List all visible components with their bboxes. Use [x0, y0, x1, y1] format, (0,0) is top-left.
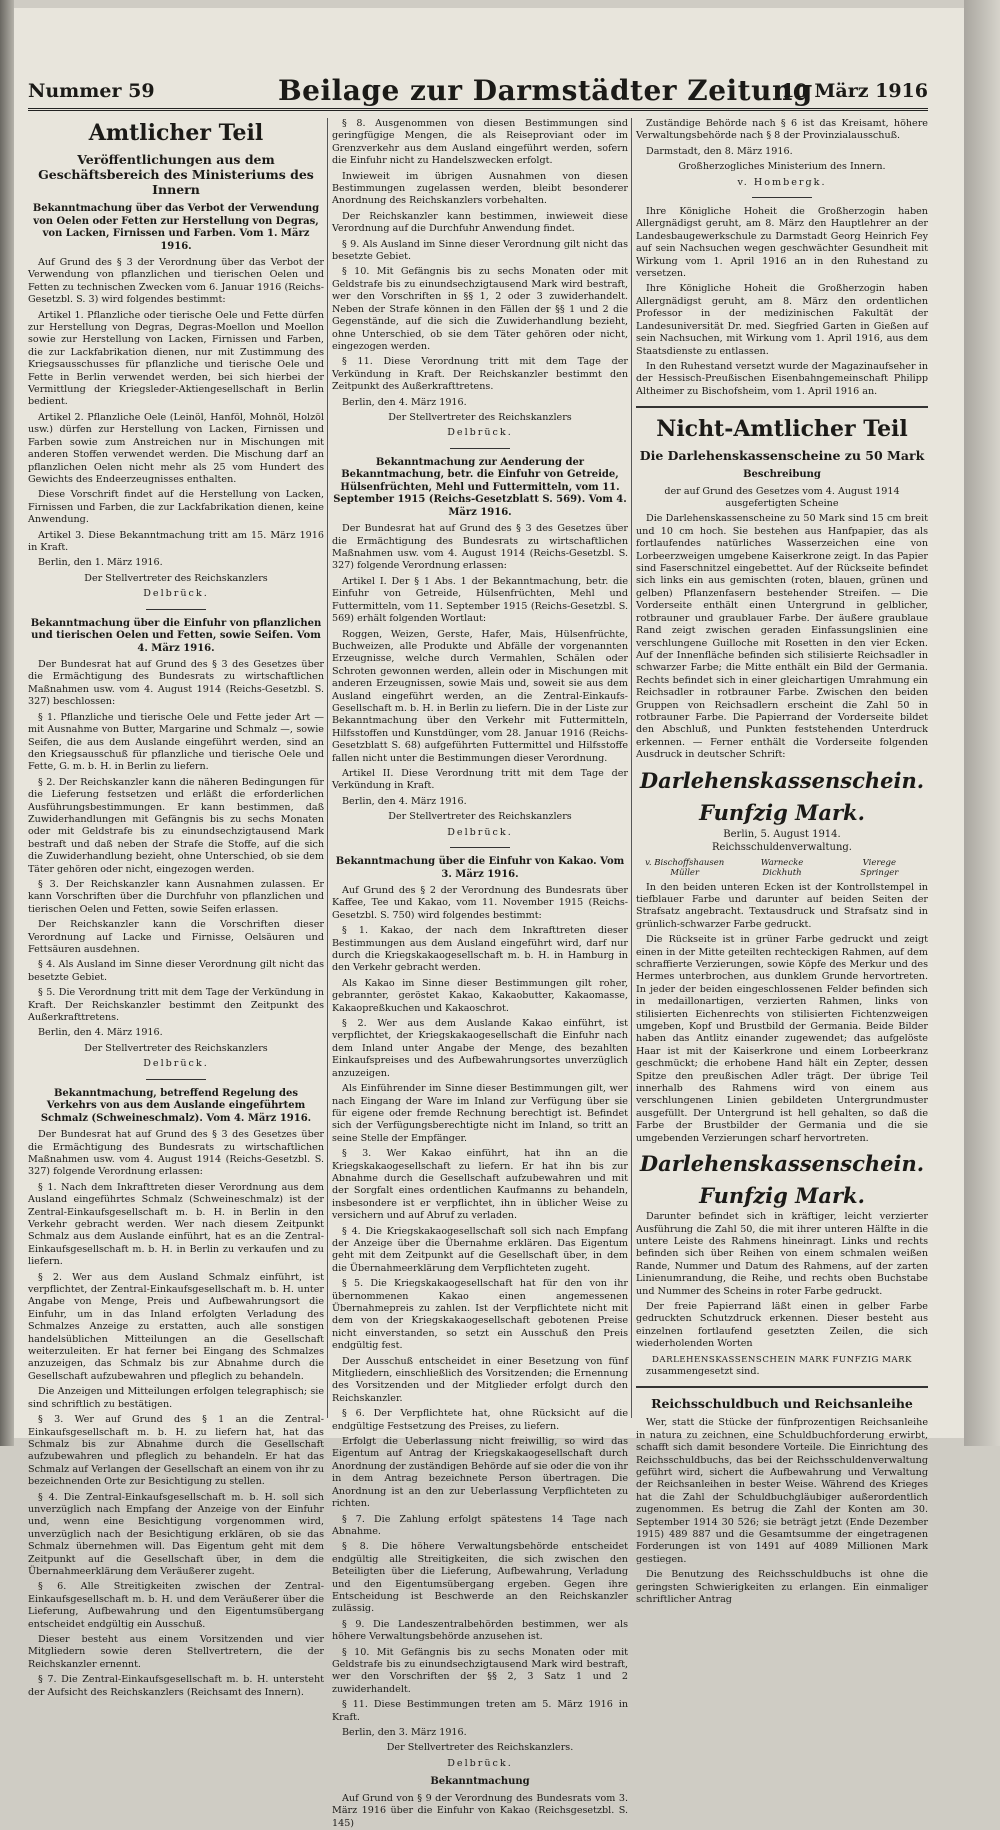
issue-date: 10 März 1916 — [781, 80, 928, 102]
signatory-role: Der Stellvertreter des Reichskanzlers — [84, 572, 268, 584]
article-title: Bekanntmachung über die Einfuhr von pflanzlichen und tierischen Oelen und Fetten, sowie Seifen. Vom 4. März 1916. — [30, 617, 322, 654]
divider — [450, 847, 510, 848]
issue-number: Nummer 59 — [28, 80, 155, 102]
dateline: Berlin, den 4. März 1916. — [342, 396, 467, 408]
paragraph: Der Reichskanzler kann bestimmen, inwieweit diese Verordnung auf die Durchfuhr Anwendung findet. — [332, 210, 628, 235]
paragraph: Der Ausschuß entscheidet in einer Besetzung von fünf Mitgliedern, einschließlich des Vorsitzenden; die Ernennung des Vorsitzenden und der Mitglieder erfolgt durch den Reichskanzler. — [332, 1355, 628, 1404]
paragraph: zusammengesetzt sind. — [646, 1365, 760, 1377]
column-right — [636, 118, 928, 1606]
paragraph: Der Reichskanzler kann die Vorschriften dieser Verordnung auf Lacke und Firnisse, Oelsäuren und Fettsäuren ausdehnen. — [28, 919, 324, 955]
paragraph: Diese Vorschrift findet auf die Herstellung von Lacken, Firnissen und Farben, die zur Lackfabrikation dienen, keine Anwendung. — [28, 489, 324, 526]
paragraph: Auf Grund des § 2 der Verordnung des Bundesrats über Kaffee, Tee und Kakao, vom 11. November 1915 (Reichs-Gesetzbl. S. 750) wird folgendes bestimmt: — [332, 885, 628, 921]
article-title: Bekanntmachung zur Aenderung der Bekanntmachung, betr. die Einfuhr von Getreide, Hülsenfrüchten, Mehl und Futtermitteln, vom 11. September 1915 (Reichs-Gesetzblatt S. 569). Vom 4. März 1916. — [333, 456, 627, 518]
banknote-signatures — [636, 858, 928, 878]
paragraph: § 9. Die Landeszentralbehörden bestimmen, wer als höhere Verwaltungsbehörde anzusehen ist. — [332, 1618, 628, 1643]
signature: Delbrück. — [143, 588, 209, 600]
security-print-text: DARLEHENSKASSENSCHEIN MARK FUNFZIG MARK — [652, 1354, 912, 1365]
paragraph: § 4. Die Zentral-Einkaufsgesellschaft m. b. H. soll sich unverzüglich nach Empfang der Anzeige von der Einfuhr und, wenn eine Besichtigung vorgenommen wird, unverzüglich nach der Besichtigung erklären, ob sie das Schmalz übernehmen will. Das Eigentum geht mit dem Zeitpunkt auf die Gesellschaft über, in dem die Übernahmeerklärung dem Veräußerer zugeht. — [28, 1491, 324, 1577]
section-title: Amtlicher Teil — [88, 120, 264, 146]
paragraph: Die Benutzung des Reichsschuldbuchs ist ohne die geringsten Schwierigkeiten zu erlangen. Ein einmaliger schriftlicher Antrag — [636, 1569, 928, 1606]
article-title: Bekanntmachung, betreffend Regelung des Verkehrs von aus dem Auslande eingeführtem Schmalz (Schweineschmalz). Vom 4. März 1916. — [40, 1087, 312, 1124]
section-title: Nicht-Amtlicher Teil — [656, 416, 908, 443]
signature: Delbrück. — [447, 1757, 513, 1769]
paragraph: § 1. Kakao, der nach dem Inkrafttreten dieser Bestimmungen aus dem Ausland eingeführt wird, darf nur durch die Kriegskakaogesellschaft m. b. H. in Hamburg in den Verkehr gebracht werden. — [332, 925, 628, 974]
paragraph: Auf Grund des § 3 der Verordnung über das Verbot der Verwendung von pflanzlichen und tierischen Oelen und Fetten zu technischen Zwecken vom 6. Januar 1916 (Reichs-Gesetzbl. S. 3) wird folgendes bestimmt: — [28, 257, 324, 306]
article-title: Beschreibung — [743, 469, 821, 481]
section-rule — [636, 406, 928, 408]
signature: v. Hombergk. — [737, 176, 827, 188]
banknote-heading: Darlehenskassenschein. — [639, 767, 925, 793]
paragraph: Artikel 1. Pflanzliche oder tierische Oele und Fette dürfen zur Herstellung von Degras, Degras-Moellon und Moellon sowie zur Herstellung von Lacken, Firnissen und Farben, die zur Lackfabrikation dienen, nur mit Zustimmung des Kriegsausschusses für pflanzliche und tierische Oele und Fette in Berlin verwendet werden, bei sich hierbei der Vermittlung der Kriegsleder-Aktiengesellschaft in Berlin bedient. — [28, 309, 324, 408]
signatory-role: Der Stellvertreter des Reichskanzlers. — [386, 1742, 574, 1754]
signature-name: Springer — [860, 867, 899, 878]
paragraph: Artikel II. Diese Verordnung tritt mit dem Tage der Verkündung in Kraft. — [332, 767, 628, 792]
binding-edge — [0, 0, 14, 1446]
paragraph: Wer, statt die Stücke der fünfprozentigen Reichsanleihe in natura zu zeichnen, eine Schuldbuchforderung erwirbt, schafft sich damit besondere Vorteile. Die Einrichtung des Reichsschuldbuchs, das bei der Reichsschuldenverwaltung geführt wird, sichert die Aufbewahrung und Verwaltung der Reichsanleihen in bester Weise. Während des Krieges hat die Zahl der Schuldbuchgläubiger außerordentlich zugenommen. Es betrug die Zahl der Konten am 30. September 1914 30 526; sie beträgt jetzt (Ende Dezember 1915) 489 887 und die Gesamtsumme der eingetragenen Forderungen ist von 1491 auf 4089 Millionen Mark gestiegen. — [636, 1417, 928, 1565]
banknote-value: Funfzig Mark. — [699, 1183, 865, 1209]
paragraph: § 8. Die höhere Verwaltungsbehörde entscheidet endgültig alle Streitigkeiten, die sich zwischen den Beteiligten über die Lieferung, Aufbewahrung, Verladung und den Eigentumsübergang ergeben. Gegen ihre Entscheidung ist Beschwerde an den Reichskanzler zulässig. — [332, 1541, 628, 1615]
signature-name: Warnecke — [760, 857, 804, 868]
paragraph: § 2. Wer aus dem Auslande Kakao einführt, ist verpflichtet, der Kriegskakaogesellschaft die Einfuhr nach dem Inland unter Angabe der Menge, des bezahlten Einkaufspreises und des Aufbewahrungsortes unverzüglich anzuzeigen. — [332, 1018, 628, 1079]
article-title: Bekanntmachung über das Verbot der Verwendung von Oelen oder Fetten zur Herstellung von Degras, von Lacken, Firnissen und Farben. Vom 1. März 1916. — [32, 203, 320, 252]
paragraph: § 11. Diese Verordnung tritt mit dem Tage der Verkündung in Kraft. Der Reichskanzler bestimmt den Zeitpunkt des Außerkrafttretens. — [332, 356, 628, 393]
masthead — [28, 74, 928, 111]
paragraph: § 2. Der Reichskanzler kann die näheren Bedingungen für die Lieferung festsetzen und erläßt die erforderlichen Ausführungsbestimmungen. Er kann bestimmen, daß Zuwiderhandlungen mit Gefängnis bis zu sechs Monaten oder mit Geldstrafe bis zu einundsechzigtausend Mark bestraft und daß neben der Strafe die Stoffe, auf die sich die Zuwiderhandlung bezieht, ohne Unterschied, ob sie dem Täter gehören oder nicht, eingezogen werden. — [28, 776, 324, 875]
paragraph: § 10. Mit Gefängnis bis zu sechs Monaten oder mit Geldstrafe bis zu einundsechzigtausend Mark wird bestraft, wer den Vorschriften der §§ 2, 3 Satz 1 und 2 zuwiderhandelt. — [332, 1646, 628, 1695]
signature: Delbrück. — [447, 826, 513, 838]
paragraph: Als Einführender im Sinne dieser Bestimmungen gilt, wer nach Eingang der Ware im Inland zur Verfügung über sie für eigene oder fremde Rechnung berechtigt ist. Befindet sich der Verfügungsberechtigte nicht im Inland, so tritt an seine Stelle der Empfänger. — [332, 1083, 628, 1144]
paragraph: Inwieweit im übrigen Ausnahmen von diesen Bestimmungen zugelassen werden, bleibt besonderer Anordnung des Reichskanzlers vorbehalten. — [332, 170, 628, 207]
paragraph: § 3. Der Reichskanzler kann Ausnahmen zulassen. Er kann Vorschriften über die Durchfuhr von pflanzlichen und tierischen Oelen und Fetten, sowie Seifen erlassen. — [28, 878, 324, 915]
signature-name: Müller — [670, 867, 700, 878]
paragraph: § 11. Diese Bestimmungen treten am 5. März 1916 in Kraft. — [332, 1699, 628, 1723]
paragraph: § 7. Die Zentral-Einkaufsgesellschaft m. b. H. untersteht der Aufsicht des Reichskanzlers (Reichsamt des Innern). — [28, 1674, 324, 1698]
article-title: Bekanntmachung — [430, 1776, 530, 1788]
paragraph: Die Darlehenskassenscheine zu 50 Mark sind 15 cm breit und 10 cm hoch. Sie bestehen aus Hanfpapier, das als fortlaufendes natürliches Wasserzeichen eine von Lorbeerzweigen umgebene Kaiserkrone zeigt. In das Papier sind Faserschnitzel eingebettet. Auf der Rückseite befindet sich links ein aus gemischten (roten, blauen, grünen und gelben) Pflanzenfasern bestehender Streifen. — Die Vorderseite enthält einen Untergrund in gelblicher, rotbrauner und graublauer Farbe. Der äußere graublaue Rand zeigt zwischen geraden Einfassungslinien eine verschlungene Guilloche mit Rosetten in den vier Ecken. Auf der Innenfläche befinden sich stilisierte Reichsadler in schwarzer Farbe; die Mitte enthält ein Bild der Germania. Rechts befindet sich in einer gleichartigen Umrahmung ein Reichsadler in rotbrauner Farbe. Zwischen den beiden Gruppen von Reichsadlern erscheint die Zahl 50 in rotbrauner Farbe. Die Papierrand der Vorderseite bildet den Abschluß, und Punkten feststehenden Unterdruck erkennen. — Ferner enthält die Vorderseite folgenden Ausdruck in deutscher Schrift: — [636, 513, 928, 761]
paragraph: Zuständige Behörde nach § 6 ist das Kreisamt, höhere Verwaltungsbehörde nach § 8 der Provinzialausschuß. — [636, 118, 928, 142]
paragraph: Der freie Papierrand läßt einen in gelber Farbe gedruckten Schutzdruck erkennen. Dieser besteht aus einzelnen fortlaufend gesetzten Zeilen, die sich wiederholenden Worten — [636, 1300, 928, 1350]
banknote-authority: Reichsschuldenverwaltung. — [712, 841, 852, 853]
paragraph: § 4. Die Kriegskakaogesellschaft soll sich nach Empfang der Anzeige über die Übernahme erklären. Das Eigentum geht mit dem Zeitpunkt auf die Gesellschaft über, in dem die Übernahmeerklärung dem Verpflichteten zugeht. — [332, 1225, 628, 1274]
divider — [752, 197, 812, 198]
signature-name: v. Bischoffshausen — [645, 857, 725, 868]
signature-name: Vierege — [862, 857, 896, 868]
paragraph: § 6. Der Verpflichtete hat, ohne Rücksicht auf die endgültige Festsetzung des Preises, zu liefern. — [332, 1408, 628, 1432]
signature-name: Dickhuth — [762, 867, 802, 878]
paragraph: § 5. Die Kriegskakaogesellschaft hat für den von ihr übernommenen Kakao einen angemessenen Übernahmepreis zu zahlen. Ist der Verpflichtete nicht mit dem von der Kriegskakaogesellschaft gebotenen Preise nicht einverstanden, so setzt ein Ausschuß den Preis endgültig fest. — [332, 1278, 628, 1352]
paragraph: § 10. Mit Gefängnis bis zu sechs Monaten oder mit Geldstrafe bis zu einundsechzigtausend Mark wird bestraft, wer den Vorschriften in §§ 1, 2 oder 3 zuwiderhandelt. Neben der Strafe können in den Fällen der §§ 1 und 2 die Gegenstände, auf die sich die Zuwiderhandlung bezieht, ohne Unterschied, ob sie dem Täter gehören oder nicht, eingezogen werden. — [332, 266, 628, 352]
paragraph: § 9. Als Ausland im Sinne dieser Verordnung gilt nicht das besetzte Gebiet. — [332, 238, 628, 263]
article-subtitle: der auf Grund des Gesetzes vom 4. August 1914 ausgefertigten Scheine — [664, 485, 900, 510]
signatory-role: Der Stellvertreter des Reichskanzlers — [388, 811, 572, 823]
paragraph: Der Bundesrat hat auf Grund des § 3 des Gesetzes über die Ermächtigung des Bundesrats zu wirtschaftlichen Maßnahmen usw. vom 4. August 1914 (Reichs-Gesetzbl. S. 327) folgende Verordnung erlassen: — [28, 1129, 324, 1178]
paragraph: Artikel I. Der § 1 Abs. 1 der Bekanntmachung, betr. die Einfuhr von Getreide, Hülsenfrüchten, Mehl und Futtermitteln, vom 11. September 1915 (Reichs-Gesetzbl. S. 569) erhält folgenden Wortlaut: — [332, 575, 628, 625]
banknote-value: Funfzig Mark. — [699, 799, 865, 825]
paragraph: In den beiden unteren Ecken ist der Kontrollstempel in tiefblauer Farbe und darunter auf beiden Seiten der Strafsatz angebracht. Textausdruck und Strafsatz sind in grünlich-schwarzer Farbe gedruckt. — [636, 881, 928, 930]
paragraph: § 1. Pflanzliche und tierische Oele und Fette jeder Art — mit Ausnahme von Butter, Margarine und Schmalz —, sowie Seifen, die aus dem Auslande eingeführt werden, sind an den Kriegsausschuß für pflanzliche und tierische Oele und Fette, G. m. b. H. in Berlin zu liefern. — [28, 711, 324, 773]
paragraph: Der Bundesrat hat auf Grund des § 3 des Gesetzes über die Ermächtigung des Bundesrats zu wirtschaftlichen Maßnahmen usw. vom 4. August 1914 (Reichs-Gesetzbl. S. 327) beschlossen: — [28, 659, 324, 708]
paragraph: Artikel 2. Pflanzliche Oele (Leinöl, Hanföl, Mohnöl, Holzöl usw.) dürfen zur Herstellung von Lacken, Firnissen und Farben sowie zum Anstreichen nur in Mischungen mit anderen Stoffen verwendet werden. Die Mischung darf an pflanzlichen Oelen nicht mehr als 25 vom Hundert des Gewichts des Endeerzeugnisses enthalten. — [28, 411, 324, 485]
divider — [146, 1079, 206, 1080]
signature: Delbrück. — [447, 427, 513, 439]
page-edge — [964, 0, 1000, 1446]
banknote-heading: Darlehenskassenschein. — [639, 1151, 925, 1177]
section-rule — [636, 1386, 928, 1388]
newspaper-title: Beilage zur Darmstädter Zeitung — [278, 74, 813, 107]
column-rule — [327, 118, 328, 1418]
column-rule — [631, 118, 632, 1418]
newspaper-page — [14, 8, 964, 1829]
paragraph: Auf Grund von § 9 der Verordnung des Bundesrats vom 3. März 1916 über die Einfuhr von Kakao (Reichsgesetzbl. S. 145) — [332, 1792, 628, 1829]
paragraph: Roggen, Weizen, Gerste, Hafer, Mais, Hülsenfrüchte, Buchweizen, alle Produkte und Abfälle der vorgenannten Erzeugnisse, welche durch Vermahlen, Schälen oder Schroten gewonnen werden, allein oder in Mischungen mit anderen Erzeugnissen, sowie Mais und, soweit sie aus dem Ausland eingeführt werden, an die Zentral-Einkaufs-Gesellschaft m. b. H. in Berlin zu liefern. Die in der Liste zur Bekanntmachung über den Verkehr mit Futtermitteln, Hilfsstoffen und Kunstdünger, vom 28. Januar 1916 (Reichs-Gesetzblatt S. 68) aufgeführten Futtermittel und Hilfsstoffe fallen nicht unter die Bestimmungen dieser Verordnung. — [332, 628, 628, 764]
paragraph: Die Rückseite ist in grüner Farbe gedruckt und zeigt einen in der Mitte geteilten rechteckigen Rahmen, auf dem schraffierte Verzierungen, sowie Köpfe des Merkur und des Hermes unterbrochen, aus dunklem Grunde hervortreten. In jeder der beiden eingeschlossenen Felder befinden sich in medaillonartigen, verzierten Rahmen, links von stilisierten Eichenrechts von stilisierten Fichtenzweigen umgeben, Kopf und Brustbild der Germania. Beide Bilder haben das Antlitz einander zugewendet; das aufgelöste Haar ist mit der Kaiserkrone und einem Lorbeerkranz geschmückt; die erhobene Hand hält ein Zepter, dessen Spitze den preußischen Adler trägt. Der übrige Teil innerhalb des Rahmens wird von einem aus verschlungenen Linien gebildeten Untergrundmuster ausgefüllt. Der Untergrund ist hell gehalten, so daß die Farbe der Brustbilder der Germania und die sie umgebenden Verzierungen scharf hervortreten. — [636, 934, 928, 1144]
paragraph: § 8. Ausgenommen von diesen Bestimmungen sind geringfügige Mengen, die als Reiseproviant oder im Grenzverkehr aus dem Ausland eingeführt werden, sofern die Einfuhr nicht zu Handelszwecken erfolgt. — [332, 118, 628, 167]
section-subtitle: Die Darlehenskassenscheine zu 50 Mark — [639, 448, 925, 464]
paragraph: In den Ruhestand versetzt wurde der Magazinaufseher in der Hessisch-Preußischen Eisenbahngemeinschaft Philipp Altheimer zu Bischofsheim, vom 1. April 1916 an. — [636, 360, 928, 397]
signature: Delbrück. — [143, 1058, 209, 1070]
paragraph: § 5. Die Verordnung tritt mit dem Tage der Verkündung in Kraft. Der Reichskanzler bestimmt den Zeitpunkt des Außerkrafttretens. — [28, 987, 324, 1024]
dateline: Berlin, den 4. März 1916. — [38, 1027, 163, 1039]
article-title: Reichsschuldbuch und Reichsanleihe — [651, 1396, 913, 1412]
paragraph: § 6. Alle Streitigkeiten zwischen der Zentral-Einkaufsgesellschaft m. b. H. und dem Veräußerer über die Lieferung, Aufbewahrung und den Eigentumsübergang entscheidet endgültig ein Ausschuß. — [28, 1581, 324, 1630]
paragraph: Ihre Königliche Hoheit die Großherzogin haben Allergnädigst geruht, am 8. März den Hauptlehrer an der Landesbaugewerkschule zu Darmstadt Georg Heinrich Fey auf sein Nachsuchen wegen geschwächter Gesundheit mit Wirkung vom 1. April 1916 an in den Ruhestand zu versetzen. — [636, 206, 928, 280]
paragraph: Ihre Königliche Hoheit die Großherzogin haben Allergnädigst geruht, am 8. März den ordentlichen Professor in der medizinischen Fakultät der Landesuniversität Dr. med. Siegfried Garten in Gießen auf sein Nachsuchen, mit Wirkung vom 1. April 1916, aus dem Staatsdienste zu entlassen. — [636, 283, 928, 357]
paragraph: Dieser besteht aus einem Vorsitzenden und vier Mitgliedern sowie deren Stellvertretern, die der Reichskanzler ernennt. — [28, 1634, 324, 1670]
signatory-role: Der Stellvertreter des Reichskanzlers — [84, 1042, 268, 1054]
column-left — [28, 118, 324, 1698]
dateline: Berlin, den 4. März 1916. — [342, 795, 467, 807]
paragraph: Die Anzeigen und Mitteilungen erfolgen telegraphisch; sie sind schriftlich zu bestätigen. — [28, 1386, 324, 1410]
paragraph: Artikel 3. Diese Bekanntmachung tritt am 15. März 1916 in Kraft. — [28, 529, 324, 553]
article-title: Bekanntmachung über die Einfuhr von Kakao. Vom 3. März 1916. — [335, 856, 625, 880]
banknote-dateline: Berlin, 5. August 1914. — [723, 828, 841, 840]
signatory-role: Großherzogliches Ministerium des Innern. — [678, 161, 886, 173]
paragraph: Erfolgt die Ueberlassung nicht freiwillig, so wird das Eigentum auf Antrag der Kriegskakaogesellschaft durch Anordnung der zuständigen Behörde auf sie oder die von ihr in dem Antrag bezeichnete Person übertragen. Die Anordnung ist an den zur Ueberlassung Verpflichteten zu richten. — [332, 1436, 628, 1510]
dateline: Berlin, den 3. März 1916. — [342, 1727, 467, 1738]
section-subtitle: Veröffentlichungen aus dem Geschäftsbereich des Ministeriums des Innern — [38, 152, 314, 197]
paragraph: Der Bundesrat hat auf Grund des § 3 des Gesetzes über die Ermächtigung des Bundesrats zu wirtschaftlichen Maßnahmen usw. vom 4. August 1914 (Reichs-Gesetzbl. S. 327) folgende Verordnung erlassen: — [332, 523, 628, 572]
paragraph: Als Kakao im Sinne dieser Bestimmungen gilt roher, gebrannter, geröstet Kakao, Kakaobutter, Kakaomasse, Kakaopreßkuchen und Kakaoschrot. — [332, 977, 628, 1014]
paragraph: § 7. Die Zahlung erfolgt spätestens 14 Tage nach Abnahme. — [332, 1513, 628, 1537]
divider — [146, 609, 206, 610]
paragraph: § 1. Nach dem Inkrafttreten dieser Verordnung aus dem Ausland eingeführtes Schmalz (Schweineschmalz) ist der Zentral-Einkaufsgesellschaft m. b. H. in Berlin in den Verkehr gebracht werden. Wer nach diesem Zeitpunkt Schmalz aus dem Auslande einführt, hat es an die Zentral-Einkaufsgesellschaft m. b. H. in Berlin zu verkaufen und zu liefern. — [28, 1181, 324, 1268]
paragraph: § 3. Wer auf Grund des § 1 an die Zentral-Einkaufsgesellschaft m. b. H. zu liefern hat, hat das Schmalz bis zur Abnahme durch die Gesellschaft aufzubewahren und pfleglich zu behandeln. Er hat das Schmalz auf Verlangen der Gesellschaft an einem von ihr zu bezeichnenden Orte zur Besichtigung zu stellen. — [28, 1414, 324, 1488]
column-middle — [332, 118, 628, 1829]
paragraph: § 3. Wer Kakao einführt, hat ihn an die Kriegskakaogesellschaft zu liefern. Er hat ihn bis zur Abnahme durch die Gesellschaft aufzubewahren und mit der Sorgfalt eines ordentlichen Kaufmanns zu behandeln, insbesondere ist er verpflichtet, ihn in üblicher Weise zu versichern und auf Abruf zu verladen. — [332, 1148, 628, 1222]
paragraph: § 4. Als Ausland im Sinne dieser Verordnung gilt nicht das besetzte Gebiet. — [28, 959, 324, 983]
dateline: Berlin, den 1. März 1916. — [38, 557, 163, 569]
signatory-role: Der Stellvertreter des Reichskanzlers — [388, 411, 572, 423]
divider — [450, 448, 510, 449]
paragraph: Darunter befindet sich in kräftiger, leicht verzierter Ausführung die Zahl 50, die mit ihrer unteren Hälfte in die untere Leiste des Rahmens hineinragt. Links und rechts befinden sich über Reihen von einem schmalen weißen Rande, Nummer und Datum des Rahmens, auf der zarten Linienumrandung, die Reihe, und rechts oben Buchstabe und Nummer des Scheins in roter Farbe gedruckt. — [636, 1211, 928, 1297]
dateline: Darmstadt, den 8. März 1916. — [646, 145, 793, 157]
paragraph: § 2. Wer aus dem Ausland Schmalz einführt, ist verpflichtet, der Zentral-Einkaufsgesellschaft m. b. H. unter Angabe von Menge, Preis und Aufbewahrungsort die Einfuhr, um in das Inland erfolgten Verladung des Schmalzes Anzeige zu erstatten, auch alle sonstigen handelsüblichen Mitteilungen an die Gesellschaft weiterzuleiten. Er hat ferner bei Eingang des Schmalzes anzuzeigen, das Schmalz bis zur Abnahme durch die Gesellschaft aufzubewahren und pfleglich zu behandeln. — [28, 1271, 324, 1382]
